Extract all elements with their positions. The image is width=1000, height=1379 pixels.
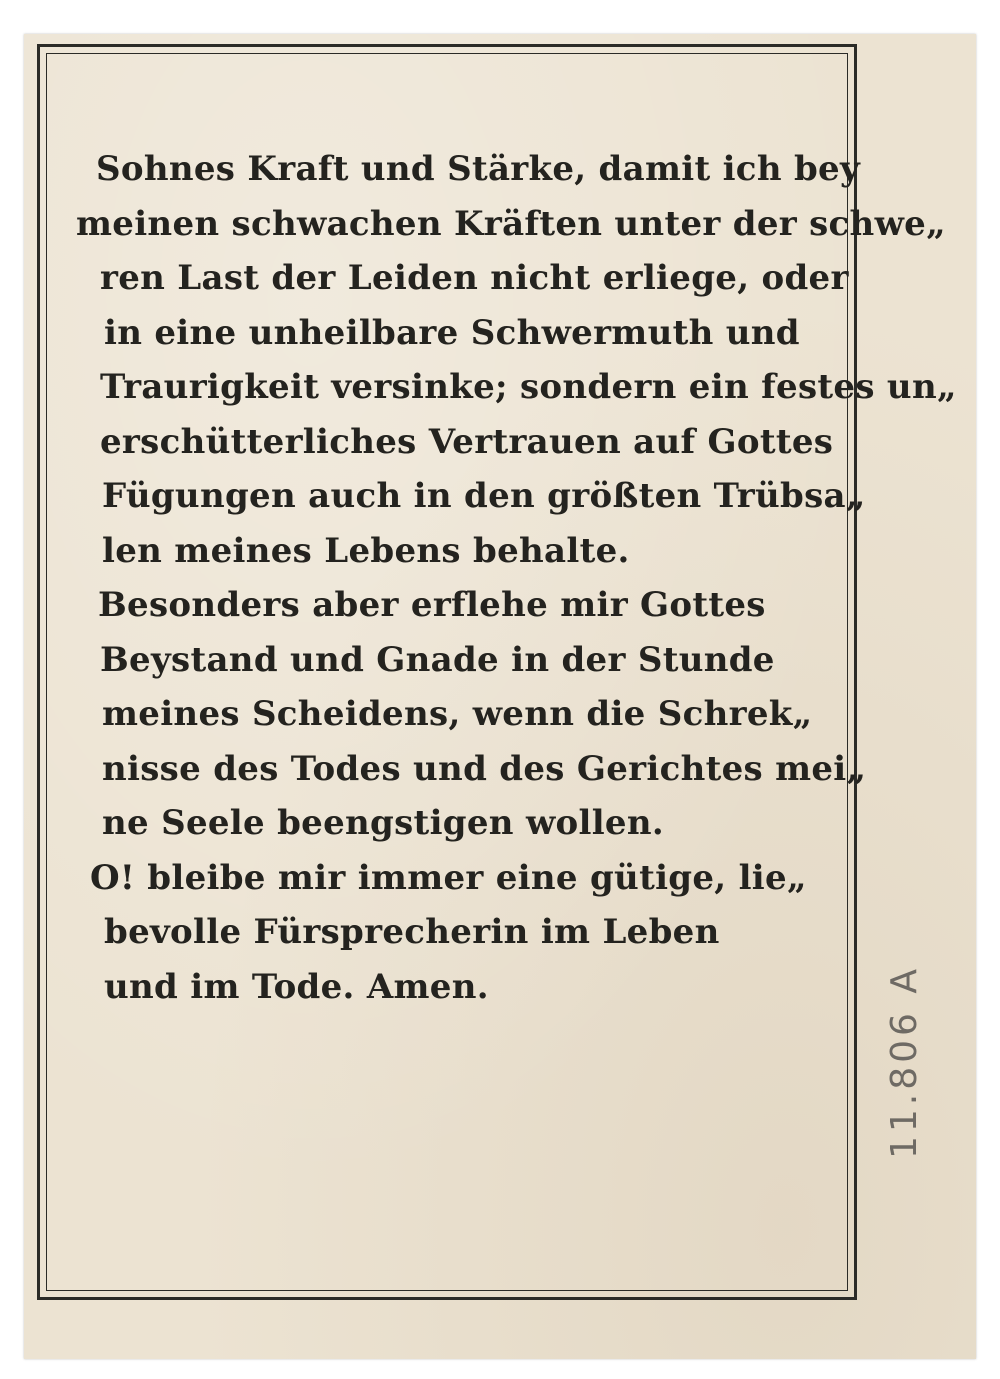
text-line: Fügungen auch in den größten Trübsa„ [102,476,866,516]
text-line: meines Scheidens, wenn die Schrek„ [102,694,813,734]
archive-number: 11.806 A [884,964,925,1159]
text-line: nisse des Todes und des Gerichtes mei„ [102,748,867,789]
text-line: len meines Lebens behalte. [102,530,630,571]
text-line: Sohnes Kraft und Stärke, damit ich bey [96,149,861,189]
text-line: ren Last der Leiden nicht erliege, oder [100,258,849,298]
document-page [24,34,976,1359]
text-line: erschütterliches Vertrauen auf Gottes [100,421,834,462]
text-line: Traurigkeit versinke; sondern ein festes un„ [100,367,957,407]
text-line: Besonders aber erflehe mir Gottes [98,585,766,625]
text-line: O! bleibe mir immer eine gütige, lie„ [90,857,807,898]
text-line: ne Seele beengstigen wollen. [102,803,665,843]
text-line: bevolle Fürsprecherin im Leben [104,912,720,952]
text-line: Beystand und Gnade in der Stunde [100,639,775,680]
text-line: und im Tode. Amen. [104,966,489,1007]
prayer-text [76,142,957,1014]
text-line: in eine unheilbare Schwermuth und [104,312,800,353]
text-line: meinen schwachen Kräften unter der schwe„ [76,203,946,244]
